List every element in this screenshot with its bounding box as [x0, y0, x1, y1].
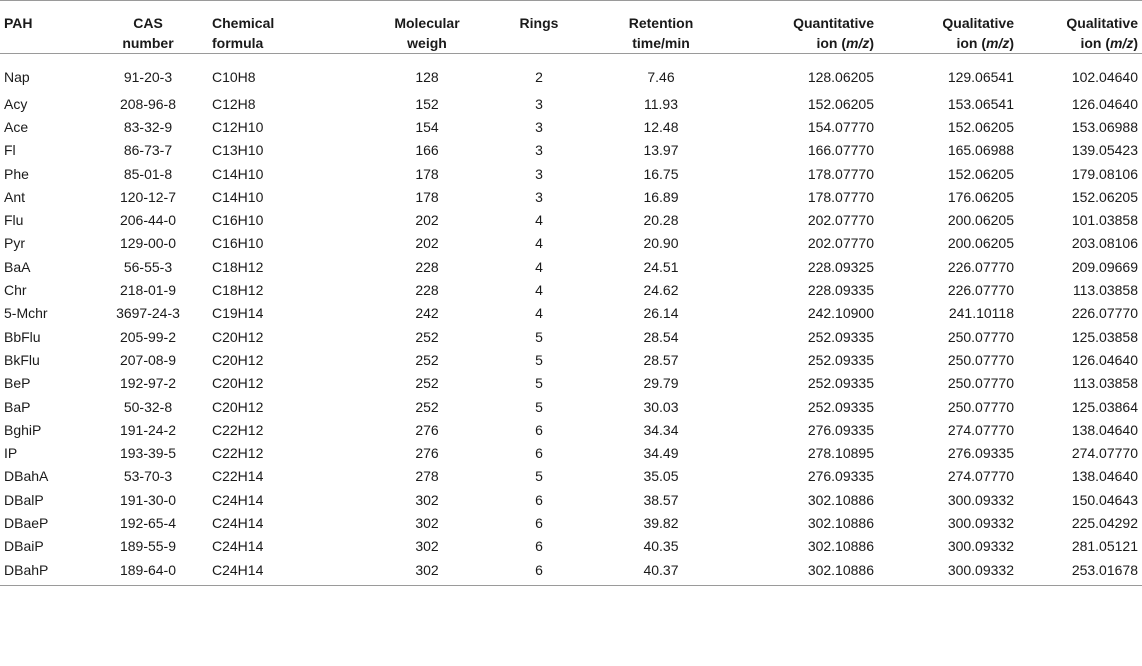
table-row [0, 348, 1142, 371]
cell-qualitative-ion-1: 165.06988 [947, 142, 1014, 159]
cell-rings: 3 [535, 142, 543, 159]
cell-molecular-weigh: 228 [415, 282, 439, 299]
cell-cas-number: 86-73-7 [123, 142, 173, 159]
cell-qualitative-ion-1: 176.06205 [947, 188, 1014, 205]
table-row [0, 535, 1142, 558]
cell-qualitative-ion-1: 153.06541 [947, 95, 1014, 112]
cell-rings: 6 [535, 514, 543, 531]
header-chemical-formula: Chemical formula [212, 15, 275, 51]
table-body [0, 54, 1142, 586]
cell-pah: BbFlu [4, 328, 41, 345]
cell-rings: 3 [535, 95, 543, 112]
cell-rings: 4 [535, 282, 543, 299]
cell-cas-number: 120-12-7 [119, 188, 177, 205]
cell-rings: 5 [535, 351, 543, 368]
cell-qualitative-ion-2: 153.06988 [1071, 118, 1138, 135]
cell-retention-time: 16.75 [643, 165, 679, 182]
cell-quantitative-ion: 252.09335 [807, 328, 874, 345]
cell-quantitative-ion: 252.09335 [807, 375, 874, 392]
header-qualitative-ion-1: Qualitative ion (m/z) [942, 15, 1014, 51]
cell-molecular-weigh: 228 [415, 258, 439, 275]
cell-pah: Chr [4, 282, 27, 299]
cell-retention-time: 38.57 [643, 491, 679, 508]
cell-cas-number: 205-99-2 [119, 328, 177, 345]
table-row [0, 54, 1142, 93]
cell-retention-time: 30.03 [643, 398, 679, 415]
cell-cas-number: 189-55-9 [119, 538, 177, 555]
table-row [0, 465, 1142, 488]
cell-rings: 6 [535, 491, 543, 508]
cell-retention-time: 11.93 [644, 95, 678, 112]
cell-pah: Ant [4, 188, 26, 205]
table-row [0, 139, 1142, 162]
cell-rings: 3 [535, 165, 543, 182]
cell-chemical-formula: C16H10 [212, 235, 264, 252]
cell-cas-number: 189-64-0 [88, 558, 208, 586]
cell-molecular-weigh: 128 [415, 69, 439, 85]
cell-chemical-formula: C12H10 [212, 118, 264, 135]
cell-quantitative-ion: 276.09335 [807, 468, 874, 485]
cell-pah: IP [4, 445, 18, 462]
table-row [0, 418, 1142, 441]
cell-chemical-formula: C22H14 [212, 468, 264, 485]
cell-rings: 3 [535, 188, 543, 205]
cell-qualitative-ion-2: 209.09669 [1071, 258, 1138, 275]
cell-chemical-formula: C22H12 [212, 421, 264, 438]
cell-retention-time: 7.46 [647, 69, 675, 85]
table-row [0, 511, 1142, 534]
cell-quantitative-ion: 178.07770 [807, 165, 874, 182]
cell-qualitative-ion-1: 200.06205 [947, 212, 1014, 229]
cell-quantitative-ion: 202.07770 [807, 235, 874, 252]
cell-retention-time: 39.82 [643, 514, 679, 531]
cell-cas-number: 192-97-2 [119, 375, 177, 392]
table-row [0, 302, 1142, 325]
cell-molecular-weigh: 278 [415, 468, 439, 485]
cell-molecular-weigh: 302 [358, 558, 496, 586]
cell-cas-number: 50-32-8 [123, 398, 173, 415]
cell-cas-number: 191-30-0 [119, 491, 177, 508]
table-row [0, 372, 1142, 395]
table-row [0, 185, 1142, 208]
cell-qualitative-ion-2: 102.04640 [1071, 69, 1138, 85]
cell-cas-number: 3697-24-3 [116, 305, 180, 322]
cell-pah: BaP [4, 398, 31, 415]
header-row [0, 1, 1142, 54]
cell-cas-number: 192-65-4 [119, 514, 177, 531]
cell-molecular-weigh: 166 [415, 142, 439, 159]
cell-quantitative-ion: 202.07770 [807, 212, 874, 229]
cell-molecular-weigh: 242 [415, 305, 439, 322]
cell-cas-number: 208-96-8 [119, 95, 177, 112]
cell-quantitative-ion: 302.10886 [740, 558, 878, 586]
cell-chemical-formula: C20H12 [212, 351, 264, 368]
cell-qualitative-ion-2: 150.04643 [1071, 491, 1138, 508]
cell-molecular-weigh: 276 [415, 421, 439, 438]
cell-retention-time: 40.37 [582, 558, 740, 586]
cell-pah: DBahA [4, 468, 49, 485]
header-rings: Rings [519, 15, 559, 31]
cell-qualitative-ion-1: 152.06205 [947, 165, 1014, 182]
cell-chemical-formula: C24H14 [212, 514, 264, 531]
cell-qualitative-ion-2: 101.03858 [1071, 212, 1138, 229]
cell-qualitative-ion-1: 274.07770 [947, 468, 1014, 485]
cell-chemical-formula: C24H14 [212, 538, 264, 555]
cell-quantitative-ion: 252.09335 [807, 398, 874, 415]
table-header [0, 1, 1142, 54]
cell-qualitative-ion-1: 300.09332 [947, 491, 1014, 508]
cell-molecular-weigh: 178 [415, 165, 439, 182]
cell-qualitative-ion-2: 281.05121 [1071, 538, 1138, 555]
cell-chemical-formula: C14H10 [212, 188, 264, 205]
cell-qualitative-ion-2: 113.03858 [1072, 375, 1138, 392]
cell-molecular-weigh: 302 [415, 491, 439, 508]
cell-molecular-weigh: 252 [415, 398, 439, 415]
table-row [0, 162, 1142, 185]
cell-qualitative-ion-1: 129.06541 [947, 69, 1014, 85]
cell-rings: 4 [535, 235, 543, 252]
cell-retention-time: 20.90 [643, 235, 679, 252]
cell-molecular-weigh: 302 [415, 514, 439, 531]
cell-pah: DBaeP [4, 514, 49, 531]
cell-qualitative-ion-2: 225.04292 [1071, 514, 1138, 531]
cell-qualitative-ion-2: 274.07770 [1071, 445, 1138, 462]
table-row [0, 208, 1142, 231]
cell-qualitative-ion-1: 226.07770 [947, 258, 1014, 275]
cell-cas-number: 207-08-9 [119, 351, 177, 368]
cell-retention-time: 34.34 [643, 421, 679, 438]
cell-molecular-weigh: 252 [415, 351, 439, 368]
table-row [0, 488, 1142, 511]
cell-quantitative-ion: 154.07770 [807, 118, 874, 135]
cell-chemical-formula: C22H12 [212, 445, 264, 462]
cell-quantitative-ion: 302.10886 [807, 514, 874, 531]
cell-chemical-formula: C20H12 [212, 375, 264, 392]
cell-cas-number: 91-20-3 [123, 69, 173, 85]
cell-retention-time: 26.14 [643, 305, 679, 322]
cell-molecular-weigh: 202 [415, 212, 439, 229]
cell-molecular-weigh: 178 [415, 188, 439, 205]
cell-rings: 6 [535, 421, 543, 438]
cell-qualitative-ion-2: 203.08106 [1071, 235, 1138, 252]
table-row [0, 395, 1142, 418]
table-row [0, 115, 1142, 138]
cell-quantitative-ion: 276.09335 [807, 421, 874, 438]
cell-molecular-weigh: 202 [415, 235, 439, 252]
cell-qualitative-ion-1: 250.07770 [947, 398, 1014, 415]
cell-retention-time: 20.28 [643, 212, 679, 229]
cell-quantitative-ion: 302.10886 [807, 538, 874, 555]
cell-molecular-weigh: 154 [415, 118, 439, 135]
cell-qualitative-ion-1: 226.07770 [947, 282, 1014, 299]
cell-pah: BghiP [4, 421, 42, 438]
cell-pah: BkFlu [4, 351, 40, 368]
header-qualitative-ion-2: Qualitative ion (m/z) [1066, 15, 1138, 51]
cell-pah: Pyr [4, 235, 25, 252]
cell-pah: DBaiP [4, 538, 44, 555]
cell-quantitative-ion: 178.07770 [807, 188, 874, 205]
cell-quantitative-ion: 252.09335 [807, 351, 874, 368]
cell-cas-number: 129-00-0 [119, 235, 177, 252]
cell-pah: BaA [4, 258, 31, 275]
cell-chemical-formula: C20H12 [212, 328, 264, 345]
cell-qualitative-ion-1: 250.07770 [947, 351, 1014, 368]
cell-pah: Phe [4, 165, 29, 182]
cell-chemical-formula: C19H14 [212, 305, 264, 322]
cell-qualitative-ion-2: 253.01678 [1018, 558, 1142, 586]
cell-rings: 5 [535, 398, 543, 415]
cell-rings: 5 [535, 375, 543, 392]
cell-chemical-formula: C10H8 [212, 69, 256, 85]
cell-pah: DBahP [0, 558, 88, 586]
table-row [0, 278, 1142, 301]
table-row [0, 441, 1142, 464]
cell-qualitative-ion-2: 125.03858 [1071, 328, 1138, 345]
cell-qualitative-ion-2: 113.03858 [1072, 282, 1138, 299]
cell-chemical-formula: C13H10 [212, 142, 264, 159]
cell-qualitative-ion-2: 152.06205 [1071, 188, 1138, 205]
cell-retention-time: 24.62 [643, 282, 679, 299]
cell-qualitative-ion-2: 138.04640 [1071, 421, 1138, 438]
cell-pah: Fl [4, 142, 16, 159]
cell-qualitative-ion-1: 274.07770 [947, 421, 1014, 438]
cell-qualitative-ion-1: 250.07770 [947, 375, 1014, 392]
cell-rings: 6 [535, 538, 543, 555]
cell-retention-time: 13.97 [643, 142, 679, 159]
cell-rings: 4 [535, 258, 543, 275]
cell-rings: 4 [535, 305, 543, 322]
cell-qualitative-ion-2: 125.03864 [1071, 398, 1138, 415]
cell-chemical-formula: C14H10 [212, 165, 264, 182]
cell-rings: 2 [535, 69, 543, 85]
cell-qualitative-ion-2: 139.05423 [1071, 142, 1138, 159]
cell-qualitative-ion-1: 300.09332 [878, 558, 1018, 586]
cell-qualitative-ion-2: 226.07770 [1071, 305, 1138, 322]
cell-retention-time: 16.89 [643, 188, 679, 205]
cell-quantitative-ion: 228.09325 [807, 258, 874, 275]
header-cas-number: CAS number [122, 15, 174, 51]
cell-qualitative-ion-2: 126.04640 [1071, 95, 1138, 112]
cell-retention-time: 12.48 [643, 118, 679, 135]
cell-qualitative-ion-1: 300.09332 [947, 538, 1014, 555]
cell-pah: Acy [4, 95, 28, 112]
cell-molecular-weigh: 302 [415, 538, 439, 555]
header-pah: PAH [4, 15, 33, 31]
cell-quantitative-ion: 302.10886 [807, 491, 874, 508]
table-row [0, 232, 1142, 255]
cell-chemical-formula: C24H14 [208, 558, 358, 586]
cell-qualitative-ion-1: 300.09332 [947, 514, 1014, 531]
cell-rings: 4 [535, 212, 543, 229]
cell-qualitative-ion-2: 138.04640 [1071, 468, 1138, 485]
cell-rings: 6 [535, 445, 543, 462]
cell-cas-number: 53-70-3 [123, 468, 173, 485]
table-row [0, 325, 1142, 348]
cell-retention-time: 28.57 [643, 351, 679, 368]
cell-cas-number: 206-44-0 [119, 212, 177, 229]
cell-pah: DBalP [4, 491, 44, 508]
cell-pah: Ace [4, 118, 29, 135]
cell-rings: 5 [535, 468, 543, 485]
header-retention-time: Retention time/min [628, 15, 694, 51]
cell-quantitative-ion: 242.10900 [807, 305, 874, 322]
cell-quantitative-ion: 128.06205 [807, 69, 874, 85]
cell-quantitative-ion: 228.09335 [807, 282, 874, 299]
cell-molecular-weigh: 252 [415, 328, 439, 345]
cell-retention-time: 29.79 [643, 375, 679, 392]
cell-molecular-weigh: 276 [415, 445, 439, 462]
cell-cas-number: 83-32-9 [123, 118, 173, 135]
cell-chemical-formula: C18H12 [212, 258, 264, 275]
cell-pah: Flu [4, 212, 24, 229]
table-row [0, 558, 1142, 586]
cell-retention-time: 40.35 [643, 538, 679, 555]
cell-chemical-formula: C24H14 [212, 491, 264, 508]
cell-quantitative-ion: 152.06205 [807, 95, 874, 112]
cell-rings: 6 [496, 558, 582, 586]
cell-retention-time: 34.49 [643, 445, 679, 462]
cell-molecular-weigh: 252 [415, 375, 439, 392]
cell-qualitative-ion-1: 276.09335 [947, 445, 1014, 462]
cell-qualitative-ion-2: 179.08106 [1071, 165, 1138, 182]
cell-chemical-formula: C12H8 [212, 95, 256, 112]
table-row [0, 92, 1142, 115]
header-molecular-weigh: Molecular weigh [394, 15, 460, 51]
cell-retention-time: 24.51 [643, 258, 679, 275]
cell-chemical-formula: C20H12 [212, 398, 264, 415]
cell-cas-number: 85-01-8 [123, 165, 173, 182]
header-quantitative-ion: Quantitative ion (m/z) [793, 15, 874, 51]
cell-molecular-weigh: 152 [415, 95, 439, 112]
cell-retention-time: 28.54 [643, 328, 679, 345]
cell-pah: Nap [4, 69, 30, 85]
cell-pah: BeP [4, 375, 31, 392]
cell-cas-number: 218-01-9 [119, 282, 177, 299]
cell-qualitative-ion-2: 126.04640 [1071, 351, 1138, 368]
cell-rings: 3 [535, 118, 543, 135]
cell-quantitative-ion: 166.07770 [807, 142, 874, 159]
cell-qualitative-ion-1: 241.10118 [948, 305, 1014, 322]
cell-chemical-formula: C18H12 [212, 282, 264, 299]
cell-cas-number: 56-55-3 [123, 258, 173, 275]
table-row [0, 255, 1142, 278]
cell-pah: 5-Mchr [4, 305, 48, 322]
cell-cas-number: 191-24-2 [119, 421, 177, 438]
cell-retention-time: 35.05 [643, 468, 679, 485]
cell-qualitative-ion-1: 200.06205 [947, 235, 1014, 252]
cell-quantitative-ion: 278.10895 [807, 445, 874, 462]
cell-qualitative-ion-1: 250.07770 [947, 328, 1014, 345]
cell-qualitative-ion-1: 152.06205 [947, 118, 1014, 135]
cell-chemical-formula: C16H10 [212, 212, 264, 229]
cell-cas-number: 193-39-5 [119, 445, 177, 462]
cell-rings: 5 [535, 328, 543, 345]
